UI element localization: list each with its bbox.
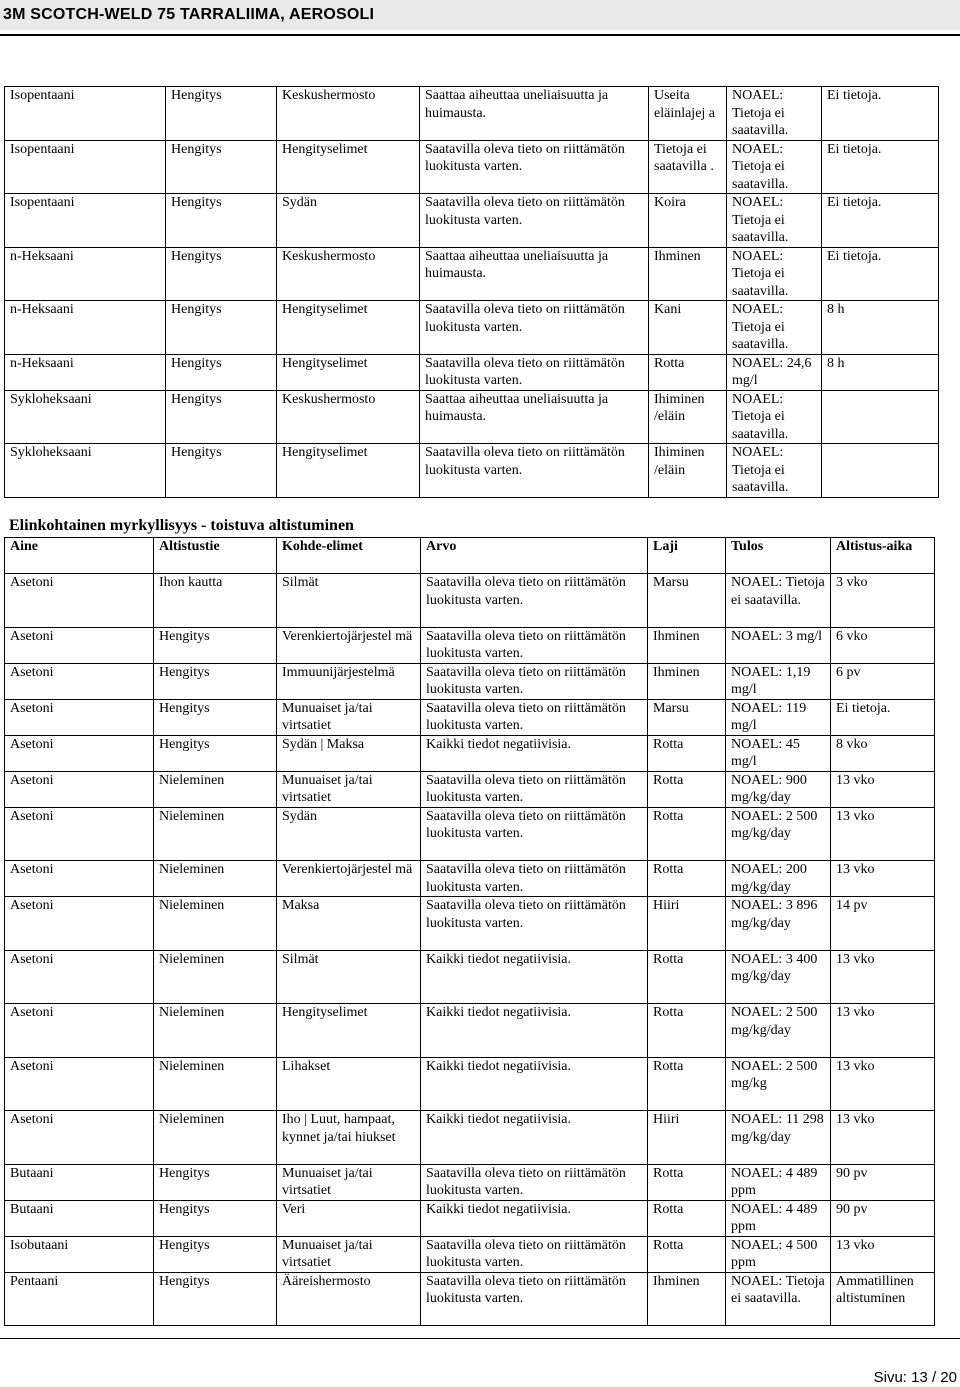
table-row <box>5 699 935 735</box>
table-row <box>5 354 939 390</box>
table-cell: Ei tietoja. <box>822 194 939 248</box>
table-cell: Keskushermosto <box>277 87 420 141</box>
table-cell: Rotta <box>648 807 726 861</box>
table-cell: Hengitys <box>154 1236 277 1272</box>
table-cell: 13 vko <box>831 807 935 861</box>
table-cell: Pentaani <box>5 1272 154 1326</box>
table-cell: Ihminen <box>648 1272 726 1326</box>
table-row <box>5 627 935 663</box>
table-cell: NOAEL: Tietoja ei saatavilla. <box>727 194 822 248</box>
table-cell: Hengityselimet <box>277 301 420 355</box>
table-cell: 90 pv <box>831 1200 935 1236</box>
table-cell: Hiiri <box>648 1111 726 1165</box>
table-row <box>5 861 935 897</box>
table-cell: Sykloheksaani <box>5 390 166 444</box>
header-cell: Tulos <box>726 538 831 574</box>
table-cell: NOAEL: 200 mg/kg/day <box>726 861 831 897</box>
table-cell: NOAEL: 4 489 ppm <box>726 1200 831 1236</box>
table-row <box>5 390 939 444</box>
table-cell: Hengitys <box>166 390 277 444</box>
table-cell: Hengitys <box>154 1164 277 1200</box>
table-cell: Marsu <box>648 574 726 628</box>
page-number: Sivu: 13 / 20 <box>873 1369 957 1386</box>
table-row <box>5 897 935 951</box>
table-cell: Ihiminen /eläin <box>649 390 727 444</box>
table-cell: Isopentaani <box>5 194 166 248</box>
table-row <box>5 1272 935 1326</box>
table-cell: Isopentaani <box>5 87 166 141</box>
table-cell: Asetoni <box>5 897 154 951</box>
table-cell: NOAEL: Tietoja ei saatavilla. <box>727 390 822 444</box>
table-cell: Ihminen <box>648 627 726 663</box>
table-cell: Lihakset <box>277 1057 421 1111</box>
table-cell: Silmät <box>277 574 421 628</box>
table-cell: Maksa <box>277 897 421 951</box>
table-cell: Marsu <box>648 699 726 735</box>
table-cell: Saatavilla oleva tieto on riittämätön luokitusta varten. <box>420 194 649 248</box>
table-cell: Ammatillinen altistuminen <box>831 1272 935 1326</box>
table-cell: Rotta <box>648 1236 726 1272</box>
table-cell: Rotta <box>648 1164 726 1200</box>
table-cell: Hengitys <box>166 354 277 390</box>
table-cell <box>822 390 939 444</box>
table-row <box>5 1236 935 1272</box>
table-row <box>5 735 935 771</box>
table-cell: NOAEL: 1,19 mg/l <box>726 663 831 699</box>
table-cell: Tietoja ei saatavilla . <box>649 140 727 194</box>
table-cell: Sydän <box>277 807 421 861</box>
header-cell: Kohde-elimet <box>277 538 421 574</box>
header-divider <box>0 34 960 36</box>
table-cell: Nieleminen <box>154 1111 277 1165</box>
table-cell: Rotta <box>649 354 727 390</box>
table-cell: NOAEL: 900 mg/kg/day <box>726 771 831 807</box>
table-cell: Asetoni <box>5 771 154 807</box>
table-row <box>5 194 939 248</box>
table-cell: Hiiri <box>648 897 726 951</box>
table-cell: Hengityselimet <box>277 354 420 390</box>
table-cell: 8 vko <box>831 735 935 771</box>
table-cell: Ei tietoja. <box>822 140 939 194</box>
table-cell: NOAEL: Tietoja ei saatavilla. <box>727 301 822 355</box>
table-row <box>5 140 939 194</box>
table-cell: Nieleminen <box>154 1004 277 1058</box>
table-cell: Hengitys <box>166 194 277 248</box>
table-cell: Asetoni <box>5 950 154 1004</box>
table-cell: Saatavilla oleva tieto on riittämätön luokitusta varten. <box>421 1272 648 1326</box>
table-cell: Hengitys <box>166 247 277 301</box>
table-cell: Asetoni <box>5 861 154 897</box>
table-cell: 13 vko <box>831 1111 935 1165</box>
table-cell: Kani <box>649 301 727 355</box>
table-cell: NOAEL: Tietoja ei saatavilla. <box>726 1272 831 1326</box>
table-cell: Saatavilla oleva tieto on riittämätön luokitusta varten. <box>420 444 649 498</box>
table-row <box>5 663 935 699</box>
table-cell: Nieleminen <box>154 771 277 807</box>
table-cell: 13 vko <box>831 1004 935 1058</box>
table-cell: Saatavilla oleva tieto on riittämätön luokitusta varten. <box>421 663 648 699</box>
table-cell: Saatavilla oleva tieto on riittämätön luokitusta varten. <box>420 354 649 390</box>
table-cell: Sydän | Maksa <box>277 735 421 771</box>
table-cell: NOAEL: Tietoja ei saatavilla. <box>726 574 831 628</box>
table-cell: Keskushermosto <box>277 390 420 444</box>
table-row <box>5 444 939 498</box>
table-cell: Hengityselimet <box>277 444 420 498</box>
repeated-exposure-table <box>4 537 935 1326</box>
table-cell: Butaani <box>5 1200 154 1236</box>
table-cell: NOAEL: Tietoja ei saatavilla. <box>727 140 822 194</box>
table-cell: Saattaa aiheuttaa uneliaisuutta ja huimausta. <box>420 87 649 141</box>
table-cell: Asetoni <box>5 1111 154 1165</box>
table-row <box>5 807 935 861</box>
table-cell: Asetoni <box>5 627 154 663</box>
table-row <box>5 1111 935 1165</box>
header-cell: Aine <box>5 538 154 574</box>
table-row <box>5 301 939 355</box>
table-cell: Munuaiset ja/tai virtsatiet <box>277 1236 421 1272</box>
table-cell: Hengitys <box>166 140 277 194</box>
table-cell: Saatavilla oleva tieto on riittämätön luokitusta varten. <box>421 1164 648 1200</box>
table-cell: Verenkiertojärjestel mä <box>277 627 421 663</box>
table-cell: 8 h <box>822 354 939 390</box>
table-cell: NOAEL: 11 298 mg/kg/day <box>726 1111 831 1165</box>
table-cell: Nieleminen <box>154 807 277 861</box>
table-cell: NOAEL: 3 400 mg/kg/day <box>726 950 831 1004</box>
table-cell: Rotta <box>648 861 726 897</box>
table-row <box>5 574 935 628</box>
acute-toxicity-table <box>4 86 939 498</box>
table-cell: Butaani <box>5 1164 154 1200</box>
table-cell: Hengitys <box>166 87 277 141</box>
table-cell: Saatavilla oleva tieto on riittämätön luokitusta varten. <box>420 301 649 355</box>
table-cell: Hengitys <box>154 699 277 735</box>
table-cell: Rotta <box>648 771 726 807</box>
table-cell: 13 vko <box>831 1057 935 1111</box>
table-cell: Saatavilla oleva tieto on riittämätön luokitusta varten. <box>421 1236 648 1272</box>
table-cell: Ei tietoja. <box>822 247 939 301</box>
table-cell: NOAEL: 4 489 ppm <box>726 1164 831 1200</box>
table-cell: NOAEL: 2 500 mg/kg <box>726 1057 831 1111</box>
table-cell: Ihminen <box>648 663 726 699</box>
table-cell: Hengitys <box>154 627 277 663</box>
table-cell: Nieleminen <box>154 1057 277 1111</box>
table-header-row <box>5 538 935 574</box>
table-cell: Isopentaani <box>5 140 166 194</box>
table-cell: Verenkiertojärjestel mä <box>277 861 421 897</box>
table-cell: Saatavilla oleva tieto on riittämätön luokitusta varten. <box>421 699 648 735</box>
table-row <box>5 87 939 141</box>
table-cell: Nieleminen <box>154 861 277 897</box>
table-cell: Isobutaani <box>5 1236 154 1272</box>
header-cell: Arvo <box>421 538 648 574</box>
repeat-table-body <box>5 538 935 1326</box>
table-cell: n-Heksaani <box>5 301 166 355</box>
table-cell: Rotta <box>648 1004 726 1058</box>
table-cell: Hengityselimet <box>277 140 420 194</box>
table-cell <box>822 444 939 498</box>
table-cell: Hengitys <box>166 444 277 498</box>
document-header <box>0 0 960 30</box>
table-cell: 13 vko <box>831 950 935 1004</box>
table-cell: Hengitys <box>154 663 277 699</box>
table-cell: Iho | Luut, hampaat, kynnet ja/tai hiukset <box>277 1111 421 1165</box>
table-cell: Asetoni <box>5 699 154 735</box>
table-cell: 13 vko <box>831 861 935 897</box>
table-cell: n-Heksaani <box>5 247 166 301</box>
table-cell: Ei tietoja. <box>831 699 935 735</box>
acute-table-body <box>5 87 939 498</box>
table-cell: Hengityselimet <box>277 1004 421 1058</box>
table-cell: Hengitys <box>166 301 277 355</box>
table-row <box>5 1164 935 1200</box>
table-cell: Immuunijärjestelmä <box>277 663 421 699</box>
table-row <box>5 1200 935 1236</box>
table-cell: Kaikki tiedot negatiivisia. <box>421 1004 648 1058</box>
table-cell: Ihon kautta <box>154 574 277 628</box>
table-cell: NOAEL: 4 500 ppm <box>726 1236 831 1272</box>
section-title: Elinkohtainen myrkyllisyys - toistuva altistuminen <box>9 517 354 534</box>
table-row <box>5 247 939 301</box>
table-cell: Nieleminen <box>154 897 277 951</box>
table-cell: NOAEL: 3 896 mg/kg/day <box>726 897 831 951</box>
table-cell: Asetoni <box>5 807 154 861</box>
table-cell: Hengitys <box>154 1272 277 1326</box>
table-cell: Saatavilla oleva tieto on riittämätön luokitusta varten. <box>421 771 648 807</box>
table-cell: Useita eläinlajej a <box>649 87 727 141</box>
table-cell: Saatavilla oleva tieto on riittämätön luokitusta varten. <box>421 627 648 663</box>
table-cell: NOAEL: Tietoja ei saatavilla. <box>727 444 822 498</box>
table-cell: Saattaa aiheuttaa uneliaisuutta ja huimausta. <box>420 247 649 301</box>
table-cell: Munuaiset ja/tai virtsatiet <box>277 699 421 735</box>
table-cell: Munuaiset ja/tai virtsatiet <box>277 1164 421 1200</box>
table-cell: Asetoni <box>5 735 154 771</box>
table-cell: NOAEL: 24,6 mg/l <box>727 354 822 390</box>
table-cell: Kaikki tiedot negatiivisia. <box>421 735 648 771</box>
footer-divider <box>0 1338 960 1339</box>
table-cell: Asetoni <box>5 663 154 699</box>
table-cell: NOAEL: Tietoja ei saatavilla. <box>727 247 822 301</box>
table-cell: Keskushermosto <box>277 247 420 301</box>
table-cell: Ihminen <box>649 247 727 301</box>
table-cell: Saatavilla oleva tieto on riittämätön luokitusta varten. <box>421 807 648 861</box>
table-cell: Koira <box>649 194 727 248</box>
table-row <box>5 950 935 1004</box>
table-cell: Hengitys <box>154 1200 277 1236</box>
table-cell: Nieleminen <box>154 950 277 1004</box>
table-cell: Kaikki tiedot negatiivisia. <box>421 1057 648 1111</box>
table-row <box>5 1004 935 1058</box>
table-cell: 90 pv <box>831 1164 935 1200</box>
table-cell: Asetoni <box>5 574 154 628</box>
table-row <box>5 1057 935 1111</box>
table-cell: Saattaa aiheuttaa uneliaisuutta ja huimausta. <box>420 390 649 444</box>
table-cell: Munuaiset ja/tai virtsatiet <box>277 771 421 807</box>
table-cell: Saatavilla oleva tieto on riittämätön luokitusta varten. <box>421 897 648 951</box>
table-cell: 8 h <box>822 301 939 355</box>
table-cell: NOAEL: 3 mg/l <box>726 627 831 663</box>
table-cell: Rotta <box>648 735 726 771</box>
table-cell: Rotta <box>648 1200 726 1236</box>
table-cell: Rotta <box>648 1057 726 1111</box>
table-cell: 13 vko <box>831 771 935 807</box>
table-cell: NOAEL: Tietoja ei saatavilla. <box>727 87 822 141</box>
table-cell: Ei tietoja. <box>822 87 939 141</box>
table-cell: NOAEL: 119 mg/l <box>726 699 831 735</box>
table-cell: NOAEL: 45 mg/l <box>726 735 831 771</box>
table-cell: 13 vko <box>831 1236 935 1272</box>
table-cell: NOAEL: 2 500 mg/kg/day <box>726 1004 831 1058</box>
table-cell: 3 vko <box>831 574 935 628</box>
table-row <box>5 771 935 807</box>
header-cell: Laji <box>648 538 726 574</box>
table-cell: Silmät <box>277 950 421 1004</box>
table-cell: Ihiminen /eläin <box>649 444 727 498</box>
table-cell: Kaikki tiedot negatiivisia. <box>421 950 648 1004</box>
table-cell: Asetoni <box>5 1004 154 1058</box>
table-cell: n-Heksaani <box>5 354 166 390</box>
table-cell: Ääreishermosto <box>277 1272 421 1326</box>
table-cell: Asetoni <box>5 1057 154 1111</box>
table-cell: Hengitys <box>154 735 277 771</box>
table-cell: 14 pv <box>831 897 935 951</box>
table-cell: Saatavilla oleva tieto on riittämätön luokitusta varten. <box>421 574 648 628</box>
table-cell: 6 pv <box>831 663 935 699</box>
table-cell: 6 vko <box>831 627 935 663</box>
document-title: 3M SCOTCH-WELD 75 TARRALIIMA, AEROSOLI <box>3 6 375 23</box>
table-cell: Sykloheksaani <box>5 444 166 498</box>
table-cell: Veri <box>277 1200 421 1236</box>
header-cell: Altistustie <box>154 538 277 574</box>
table-cell: Kaikki tiedot negatiivisia. <box>421 1200 648 1236</box>
table-cell: NOAEL: 2 500 mg/kg/day <box>726 807 831 861</box>
table-cell: Kaikki tiedot negatiivisia. <box>421 1111 648 1165</box>
table-cell: Rotta <box>648 950 726 1004</box>
table-cell: Sydän <box>277 194 420 248</box>
table-cell: Saatavilla oleva tieto on riittämätön luokitusta varten. <box>420 140 649 194</box>
table-cell: Saatavilla oleva tieto on riittämätön luokitusta varten. <box>421 861 648 897</box>
header-cell: Altistus-aika <box>831 538 935 574</box>
